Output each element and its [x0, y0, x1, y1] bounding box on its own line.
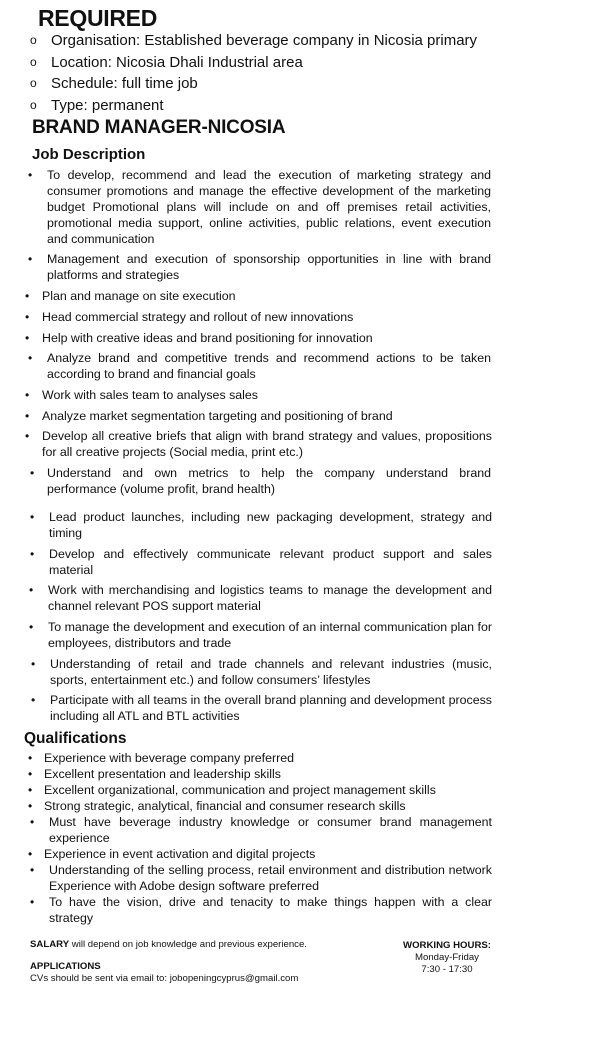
bullet-icon: •	[28, 799, 33, 813]
bullet-icon: •	[28, 751, 33, 765]
bullet-icon: •	[25, 388, 30, 402]
bullet-icon: •	[28, 351, 33, 365]
list-item: • Help with creative ideas and brand positioning for innovation	[25, 331, 373, 345]
bullet-icon: •	[25, 429, 30, 443]
bullet-icon: •	[30, 895, 35, 909]
bullet-icon: •	[25, 310, 30, 324]
list-item: • Management and execution of sponsorship opportunities in line with brand platforms and strategies	[28, 252, 491, 282]
bullet-icon: •	[25, 331, 30, 345]
list-item: • Excellent organizational, communication and project management skills	[28, 783, 436, 797]
circle-bullet-icon: o	[30, 97, 37, 112]
list-item: • To develop, recommend and lead the execution of marketing strategy and consumer promotions and manage the effective development of the marketing budget Promotional plans will include on and off premises retail activities, promotional media support, online activities, public relations, event execution and communication	[28, 168, 491, 246]
circle-bullet-icon: o	[30, 33, 37, 47]
list-item: • Experience with beverage company preferred	[28, 751, 295, 765]
list-item: • Analyze brand and competitive trends and recommend actions to be taken according to brand and financial goals	[28, 351, 491, 381]
bullet-icon: •	[31, 657, 36, 671]
job-description-heading: Job Description	[32, 146, 146, 163]
required-heading: REQUIRED	[38, 5, 158, 31]
list-item: • Understand and own metrics to help the company understand brand performance (volume profit, brand health)	[30, 466, 491, 496]
list-item: • To have the vision, drive and tenacity to make things happen with a clear strategy	[30, 895, 492, 925]
applications-note: APPLICATIONS CVs should be sent via email to: jobopeningcyprus@gmail.com	[30, 961, 299, 984]
bullet-icon: •	[29, 583, 34, 597]
list-item: • Excellent presentation and leadership skills	[28, 767, 281, 781]
list-item: o Schedule: full time job	[28, 73, 588, 95]
list-item: o Location: Nicosia Dhali Industrial area	[28, 52, 588, 74]
bullet-icon: •	[25, 289, 30, 303]
required-list	[28, 30, 588, 116]
list-item: • Analyze market segmentation targeting and positioning of brand	[25, 409, 393, 423]
list-item: • Develop all creative briefs that align with brand strategy and values, propositions for all creative projects (Social media, print etc.)	[25, 429, 492, 459]
list-item: • Work with sales team to analyses sales	[25, 388, 259, 402]
list-item: • Experience in event activation and digital projects	[28, 847, 316, 861]
working-hours: WORKING HOURS: Monday-Friday 7:30 - 17:30	[403, 940, 491, 975]
bullet-icon: •	[28, 783, 33, 797]
position-title: BRAND MANAGER-NICOSIA	[32, 117, 286, 138]
bullet-icon: •	[30, 547, 35, 561]
bullet-icon: •	[29, 620, 34, 634]
list-item: • Plan and manage on site execution	[25, 289, 236, 303]
list-item: o Type: permanent	[28, 95, 588, 117]
circle-bullet-icon: o	[30, 76, 37, 90]
list-item: • Understanding of the selling process, retail environment and distribution network Experience with Adobe design software preferred	[30, 863, 492, 893]
bullet-icon: •	[30, 863, 35, 877]
list-item: • Participate with all teams in the overall brand planning and development process including all ATL and BTL activities	[31, 693, 492, 723]
bullet-icon: •	[28, 168, 33, 182]
bullet-icon: •	[25, 409, 30, 423]
list-item: • To manage the development and execution of an internal communication plan for employees, distributors and trade	[29, 620, 492, 650]
circle-bullet-icon: o	[30, 54, 37, 69]
list-item: • Work with merchandising and logistics teams to manage the development and channel relevant POS support material	[29, 583, 492, 613]
bullet-icon: •	[30, 510, 35, 524]
qualifications-heading: Qualifications	[24, 730, 127, 747]
salary-note: SALARY will depend on job knowledge and previous experience.	[30, 939, 307, 950]
list-item: o Organisation: Established beverage company in Nicosia primary	[28, 30, 588, 52]
list-item: • Develop and effectively communicate relevant product support and sales material	[30, 547, 492, 577]
list-item: • Understanding of retail and trade channels and relevant industries (music, sports, entertainment etc.) and follow consumers’ lifestyles	[31, 657, 492, 687]
bullet-icon: •	[28, 847, 33, 861]
bullet-icon: •	[31, 693, 36, 707]
bullet-icon: •	[30, 466, 35, 480]
bullet-icon: •	[28, 767, 33, 781]
list-item: • Head commercial strategy and rollout of new innovations	[25, 310, 354, 324]
list-item: • Strong strategic, analytical, financial and consumer research skills	[28, 799, 406, 813]
list-item: • Must have beverage industry knowledge or consumer brand management experience	[30, 815, 492, 845]
bullet-icon: •	[30, 815, 35, 829]
bullet-icon: •	[28, 252, 33, 266]
list-item: • Lead product launches, including new packaging development, strategy and timing	[30, 510, 492, 540]
